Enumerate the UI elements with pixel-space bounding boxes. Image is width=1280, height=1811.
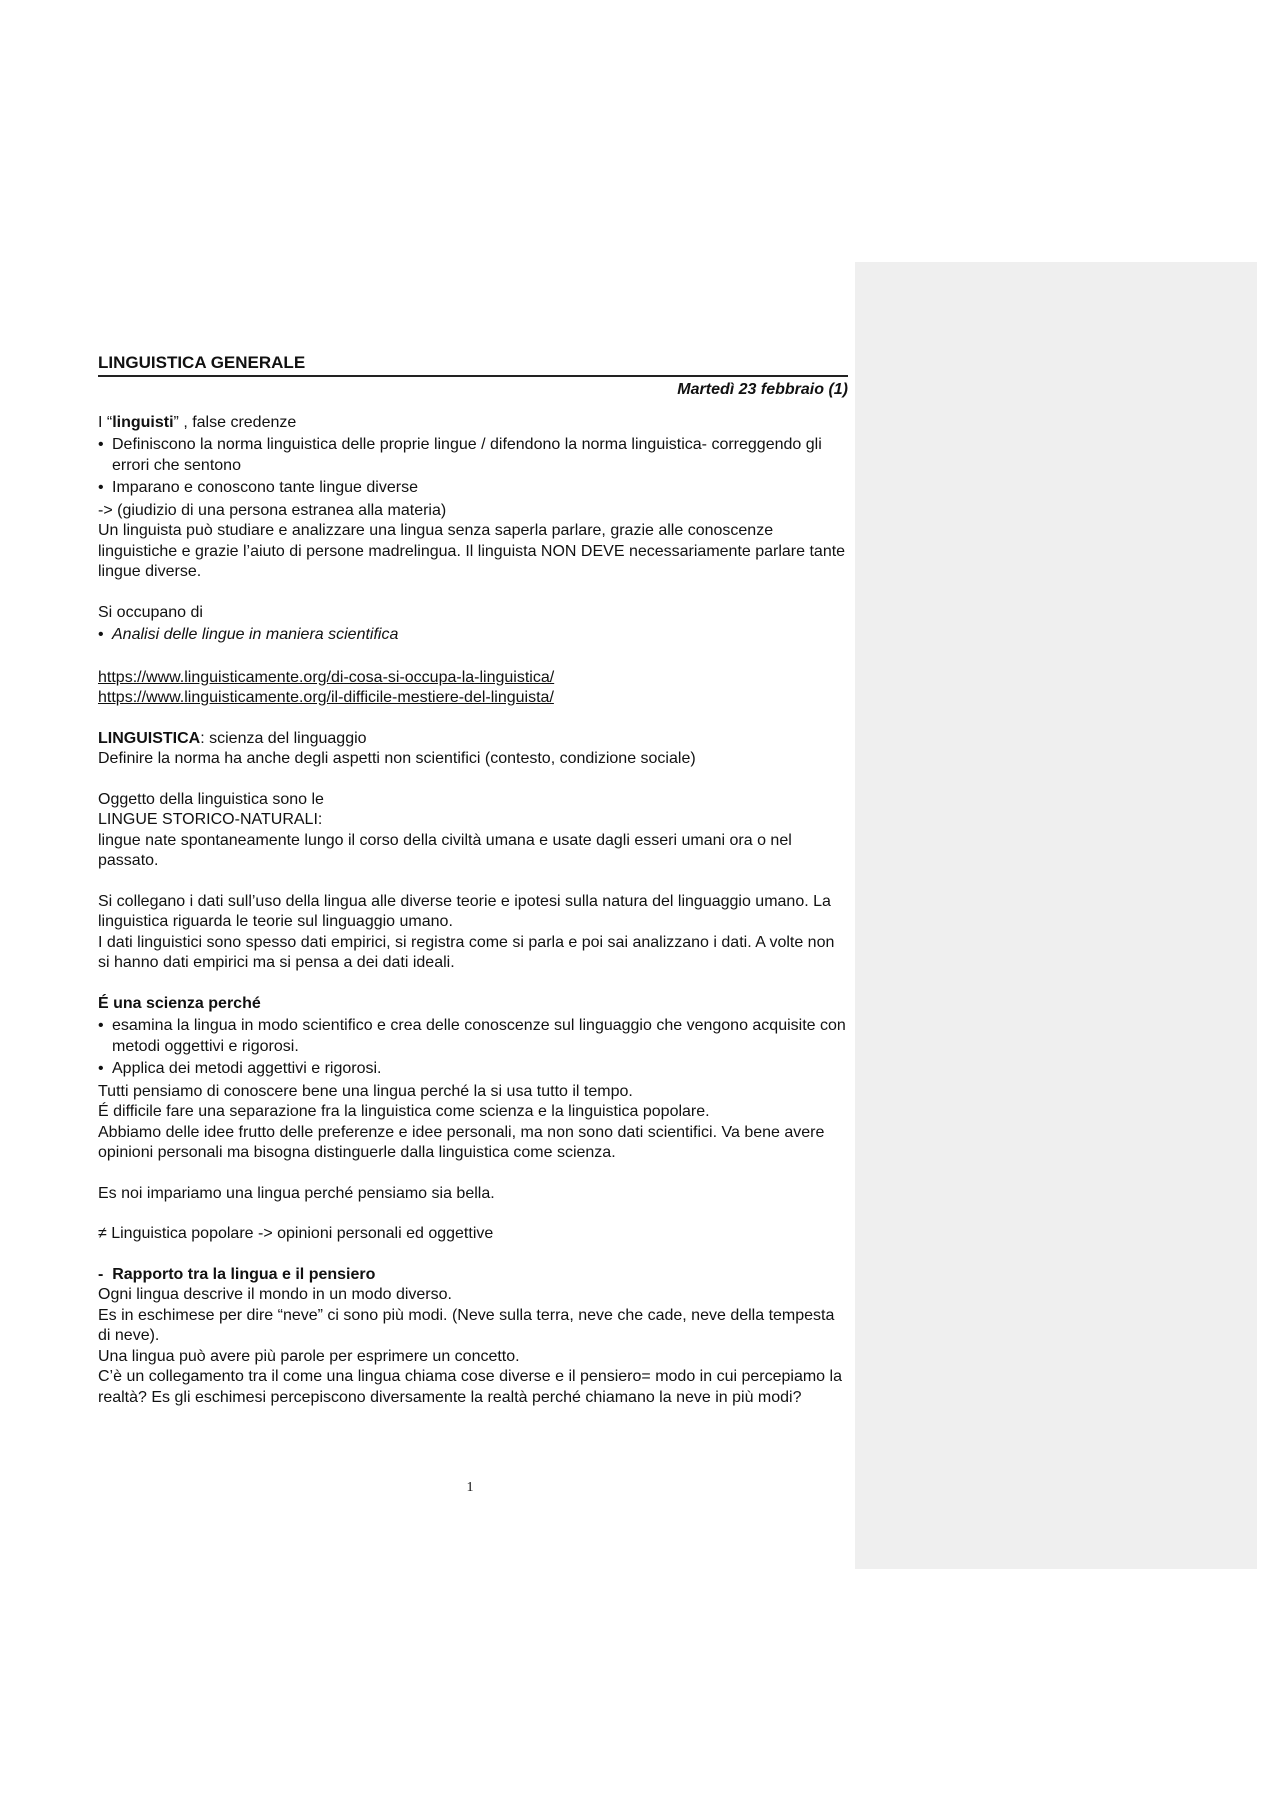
paragraph: Es noi impariamo una lingua perché pensiamo sia bella. (98, 1184, 495, 1202)
paragraph: Si collegano i dati sull’uso della lingua alle diverse teorie e ipotesi sulla natura del linguaggio umano. La linguistica riguarda le teorie sul linguaggio umano. (98, 892, 831, 930)
bullet-icon: • (98, 1060, 104, 1077)
list-item: • Analisi delle lingue in maniera scientifica (98, 625, 848, 646)
dash-icon: - (98, 1265, 104, 1283)
list-item: • esamina la lingua in modo scientifico e crea delle conoscenze sul linguaggio che vengono acquisite con metodi oggettivi e rigorosi. (98, 1017, 846, 1055)
paragraph: lingue nate spontaneamente lungo il corso della civiltà umana e usate dagli esseri umani ora o nel passato. (98, 831, 792, 869)
bold-linguisti: linguisti (112, 413, 174, 431)
section-linguistica-definition: LINGUISTICA: scienza del linguaggio (98, 729, 367, 747)
list-item: • Imparano e conoscono tante lingue diverse (98, 478, 848, 499)
paragraph: Abbiamo delle idee frutto delle preferenze e idee personali, ma non sono dati scientifici. Va bene avere opinioni personali ma bisogna distinguerle dalla linguistica come scienza. (98, 1123, 825, 1161)
paragraph: Ogni lingua descrive il mondo in un modo diverso. (98, 1286, 452, 1303)
occupano-bullets (98, 625, 848, 646)
paragraph: Un linguista può studiare e analizzare una lingua senza saperla parlare, grazie alle conoscenze linguistiche e grazie l’aiuto di persone madrelingua. Il linguista NON DEVE necessariamente parlare tante lingue diverse. (98, 522, 846, 580)
link-difficile-mestiere[interactable]: https://www.linguisticamente.org/il-difficile-mestiere-del-linguista/ (98, 689, 554, 706)
comments-pane (855, 262, 1257, 1569)
paragraph: -> (giudizio di una persona estranea alla materia) (98, 501, 447, 519)
paragraph: ≠ Linguistica popolare -> opinioni personali ed oggettive (98, 1225, 494, 1242)
document-title: LINGUISTICA GENERALE (98, 352, 848, 377)
bold-linguistica: LINGUISTICA (98, 729, 201, 747)
list-item: • Definiscono la norma linguistica delle proprie lingue / difendono la norma linguistica- correggendo gli errori che sentono (98, 436, 822, 474)
paragraph: Es in eschimese per dire “neve” ci sono più modi. (Neve sulla terra, neve che cade, neve della tempesta di neve). (98, 1306, 835, 1344)
paragraph: I dati linguistici sono spesso dati empirici, si registra come si parla e poi sai analizzano i dati. A volte non si hanno dati empirici ma si pensa a dei dati ideali. (98, 933, 835, 971)
scienza-bullets (98, 1016, 848, 1080)
paragraph: C’è un collegamento tra il come una lingua chiama cose diverse e il pensiero= modo in cui percepiamo la realtà? Es gli eschimesi percepiscono diversamente la realtà perché chiamano la neve in più modi? (98, 1368, 842, 1406)
bullet-icon: • (98, 1017, 104, 1034)
paragraph: Tutti pensiamo di conoscere bene una lingua perché la si usa tutto il tempo. (98, 1082, 633, 1100)
bullet-icon: • (98, 479, 104, 496)
link-di-cosa-si-occupa[interactable]: https://www.linguisticamente.org/di-cosa-si-occupa-la-linguistica/ (98, 668, 555, 686)
paragraph: Una lingua può avere più parole per esprimere un concetto. (98, 1347, 520, 1365)
paragraph: Definire la norma ha anche degli aspetti non scientifici (contesto, condizione sociale) (98, 750, 696, 767)
section-heading-rapporto: - Rapporto tra la lingua e il pensiero (98, 1265, 376, 1283)
lecture-date: Martedì 23 febbraio (1) (677, 381, 848, 398)
list-item: • Applica dei metodi aggettivi e rigorosi. (98, 1059, 848, 1080)
paragraph: Si occupano di (98, 603, 203, 621)
section-linguisti-intro: I “linguisti” , false credenze (98, 413, 297, 431)
linguisti-bullets (98, 435, 848, 499)
page-number: 1 (466, 1480, 474, 1495)
paragraph: LINGUE STORICO-NATURALI: (98, 811, 323, 828)
bullet-icon: • (98, 626, 104, 643)
section-heading-scienza: É una scienza perché (98, 994, 261, 1012)
bullet-icon: • (98, 436, 104, 453)
paragraph: Oggetto della linguistica sono le (98, 790, 324, 808)
document-body (98, 352, 848, 1408)
paragraph: É difficile fare una separazione fra la linguistica come scienza e la linguistica popolare. (98, 1103, 710, 1120)
